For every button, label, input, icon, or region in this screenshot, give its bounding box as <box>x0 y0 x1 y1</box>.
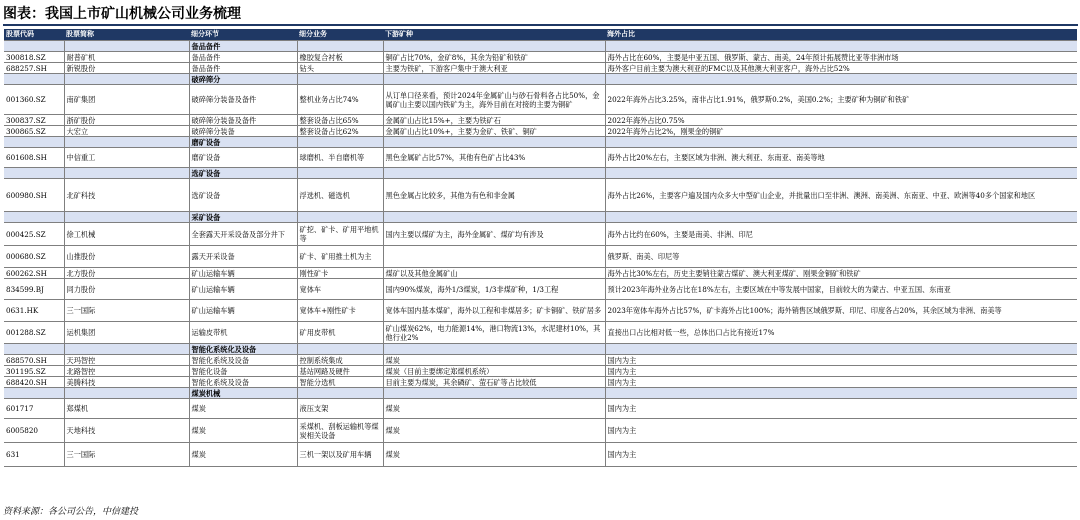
section-row <box>4 344 1077 355</box>
segment-cell: 智能化设备 <box>189 366 297 377</box>
sub-business-cell: 矿用皮带机 <box>297 322 383 344</box>
stock-code-cell: 600980.SH <box>4 179 64 212</box>
downstream-ore-cell: 金属矿山占比15%+，主要为铁矿石 <box>383 115 605 126</box>
downstream-ore-cell: 目前主要为煤炭，其余磷矿、萤石矿等占比较低 <box>383 377 605 388</box>
source-note: 资料来源：各公司公告，中信建投 <box>3 507 139 517</box>
section-blank-cell <box>297 344 383 355</box>
stock-name-cell: 浙矿股份 <box>64 115 189 126</box>
overseas-share-cell: 俄罗斯、南美、印尼等 <box>605 246 1077 268</box>
table-row <box>4 246 1077 268</box>
section-blank-cell <box>605 212 1077 223</box>
table-row <box>4 223 1077 246</box>
table-row <box>4 52 1077 63</box>
section-row <box>4 41 1077 52</box>
overseas-share-cell: 海外占比约在60%，主要是南美、非洲、印尼 <box>605 223 1077 246</box>
downstream-ore-cell: 国内主要以煤矿为主，海外金属矿、煤矿均有涉及 <box>383 223 605 246</box>
figure-title: 图表：我国上市矿山机械公司业务梳理 <box>3 6 241 22</box>
section-label: 备品备件 <box>189 41 297 52</box>
stock-code-cell: 601608.SH <box>4 148 64 168</box>
sub-business-cell: 整机业务占比74% <box>297 85 383 115</box>
table-header <box>4 29 1077 41</box>
sub-business-cell: 宽体车 <box>297 279 383 300</box>
section-blank-cell <box>383 74 605 85</box>
section-blank-cell <box>605 74 1077 85</box>
downstream-ore-cell: 煤炭（目前主要绑定郑煤机系统） <box>383 366 605 377</box>
section-blank-cell <box>383 41 605 52</box>
stock-code-cell: 0631.HK <box>4 300 64 322</box>
stock-code-cell: 688257.SH <box>4 63 64 74</box>
sub-business-cell: 刚性矿卡 <box>297 268 383 279</box>
company-business-table <box>4 29 1077 467</box>
section-blank-cell <box>4 388 64 399</box>
segment-cell: 破碎筛分装备 <box>189 126 297 137</box>
stock-name-cell: 新锐股份 <box>64 63 189 74</box>
stock-code-cell: 688420.SH <box>4 377 64 388</box>
downstream-ore-cell: 煤炭 <box>383 399 605 419</box>
section-blank-cell <box>297 168 383 179</box>
stock-name-cell: 同力股份 <box>64 279 189 300</box>
overseas-share-cell: 国内为主 <box>605 419 1077 443</box>
section-label: 磨矿设备 <box>189 137 297 148</box>
sub-business-cell: 矿卡、矿用推土机为主 <box>297 246 383 268</box>
segment-cell: 煤炭 <box>189 443 297 467</box>
segment-cell: 选矿设备 <box>189 179 297 212</box>
header-sub-business: 细分业务 <box>297 29 383 41</box>
overseas-share-cell: 国内为主 <box>605 355 1077 366</box>
stock-code-cell: 300865.SZ <box>4 126 64 137</box>
section-blank-cell <box>383 344 605 355</box>
sub-business-cell: 基站网路及硬件 <box>297 366 383 377</box>
table-row <box>4 377 1077 388</box>
overseas-share-cell: 预计2023年海外业务占比在18%左右，主要区域在中等发展中国家，目前较大的为蒙古、中亚五国、东南亚 <box>605 279 1077 300</box>
segment-cell: 破碎筛分装备及备件 <box>189 85 297 115</box>
section-row <box>4 388 1077 399</box>
downstream-ore-cell: 国内90%煤炭，海外1/3煤炭，1/3非煤矿种，1/3工程 <box>383 279 605 300</box>
segment-cell: 露天开采设备 <box>189 246 297 268</box>
overseas-share-cell: 2022年海外占比3.25%，南非占比1.91%，俄罗斯0.2%，美国0.2%；主要矿种为铜矿和铁矿 <box>605 85 1077 115</box>
downstream-ore-cell: 黑色金属矿占比57%，其他有色矿占比43% <box>383 148 605 168</box>
sub-business-cell: 三机一架以及矿用车辆 <box>297 443 383 467</box>
stock-name-cell: 北矿科技 <box>64 179 189 212</box>
table-row <box>4 115 1077 126</box>
section-blank-cell <box>383 137 605 148</box>
sub-business-cell: 钻头 <box>297 63 383 74</box>
title-divider <box>3 24 1078 26</box>
stock-code-cell: 001360.SZ <box>4 85 64 115</box>
segment-cell: 矿山运输车辆 <box>189 268 297 279</box>
sub-business-cell: 宽体车+刚性矿卡 <box>297 300 383 322</box>
sub-business-cell: 整套设备占比65% <box>297 115 383 126</box>
section-label: 煤炭机械 <box>189 388 297 399</box>
segment-cell: 矿山运输车辆 <box>189 300 297 322</box>
section-label: 选矿设备 <box>189 168 297 179</box>
downstream-ore-cell: 煤矿以及其他金属矿山 <box>383 268 605 279</box>
table-body <box>4 41 1077 467</box>
stock-name-cell: 运机集团 <box>64 322 189 344</box>
stock-name-cell: 大宏立 <box>64 126 189 137</box>
section-row <box>4 137 1077 148</box>
sub-business-cell: 采煤机、刮板运输机等煤炭相关设备 <box>297 419 383 443</box>
section-blank-cell <box>605 137 1077 148</box>
downstream-ore-cell: 金属矿山占比10%+，主要为金矿、铁矿、铜矿 <box>383 126 605 137</box>
section-blank-cell <box>64 212 189 223</box>
table-row <box>4 179 1077 212</box>
segment-cell: 磨矿设备 <box>189 148 297 168</box>
stock-code-cell: 301195.SZ <box>4 366 64 377</box>
section-blank-cell <box>4 344 64 355</box>
segment-cell: 全套露天开采设备及部分井下 <box>189 223 297 246</box>
stock-code-cell: 600262.SH <box>4 268 64 279</box>
section-blank-cell <box>605 168 1077 179</box>
section-blank-cell <box>4 74 64 85</box>
downstream-ore-cell: 矿山煤炭62%，电力能源14%，港口物流13%，水泥建材10%，其他行业2% <box>383 322 605 344</box>
section-blank-cell <box>297 137 383 148</box>
overseas-share-cell: 2022年海外占比2%，刚果金的铜矿 <box>605 126 1077 137</box>
segment-cell: 智能化系统及设备 <box>189 377 297 388</box>
segment-cell: 煤炭 <box>189 399 297 419</box>
downstream-ore-cell: 从订单口径来看，预计2024年金属矿山与砂石骨料各占比50%，金属矿山主要以国内铁矿为主，海外目前在对接的主要为铜矿 <box>383 85 605 115</box>
overseas-share-cell: 直接出口占比相对低一些，总体出口占比有接近17% <box>605 322 1077 344</box>
sub-business-cell: 控制系统集成 <box>297 355 383 366</box>
segment-cell: 智能化系统及设备 <box>189 355 297 366</box>
sub-business-cell: 浮选机、磁选机 <box>297 179 383 212</box>
table-row <box>4 399 1077 419</box>
overseas-share-cell: 海外占比30%左右，历史主要销往蒙古煤矿、澳大利亚煤矿、刚果金铜矿和铁矿 <box>605 268 1077 279</box>
table-row <box>4 322 1077 344</box>
table-row <box>4 355 1077 366</box>
stock-code-cell: 300818.SZ <box>4 52 64 63</box>
stock-code-cell: 688570.SH <box>4 355 64 366</box>
sub-business-cell: 液压支架 <box>297 399 383 419</box>
section-blank-cell <box>64 344 189 355</box>
segment-cell: 煤炭 <box>189 419 297 443</box>
downstream-ore-cell: 煤炭 <box>383 443 605 467</box>
overseas-share-cell: 国内为主 <box>605 443 1077 467</box>
overseas-share-cell: 2023年宽体车海外占比57%，矿卡海外占比100%；海外销售区域俄罗斯、印尼、印度各占20%，其余区域为非洲、南美等 <box>605 300 1077 322</box>
overseas-share-cell: 海外占比26%，主要客户遍及国内众多大中型矿山企业，并批量出口至非洲、澳洲、南美洲、东南亚、中亚、欧洲等40多个国家和地区 <box>605 179 1077 212</box>
section-blank-cell <box>297 388 383 399</box>
downstream-ore-cell: 煤炭 <box>383 419 605 443</box>
segment-cell: 备品备件 <box>189 63 297 74</box>
stock-name-cell: 美腾科技 <box>64 377 189 388</box>
stock-code-cell: 601717 <box>4 399 64 419</box>
stock-name-cell: 中信重工 <box>64 148 189 168</box>
section-blank-cell <box>383 388 605 399</box>
stock-code-cell: 631 <box>4 443 64 467</box>
sub-business-cell: 整套设备占比62% <box>297 126 383 137</box>
table-row <box>4 279 1077 300</box>
stock-code-cell: 000680.SZ <box>4 246 64 268</box>
section-blank-cell <box>64 137 189 148</box>
segment-cell: 破碎筛分装备及备件 <box>189 115 297 126</box>
section-label: 采矿设备 <box>189 212 297 223</box>
section-blank-cell <box>297 212 383 223</box>
downstream-ore-cell: 煤炭 <box>383 355 605 366</box>
section-row <box>4 212 1077 223</box>
overseas-share-cell: 海外客户目前主要为澳大利亚的FMC以及其他澳大利亚客户，海外占比52% <box>605 63 1077 74</box>
section-blank-cell <box>605 344 1077 355</box>
table-row <box>4 85 1077 115</box>
table-row <box>4 300 1077 322</box>
section-blank-cell <box>4 137 64 148</box>
section-blank-cell <box>64 388 189 399</box>
section-row <box>4 168 1077 179</box>
section-blank-cell <box>605 41 1077 52</box>
section-blank-cell <box>64 168 189 179</box>
downstream-ore-cell <box>383 246 605 268</box>
overseas-share-cell: 国内为主 <box>605 366 1077 377</box>
table-row <box>4 419 1077 443</box>
stock-name-cell: 天玛智控 <box>64 355 189 366</box>
table-row <box>4 366 1077 377</box>
overseas-share-cell: 国内为主 <box>605 377 1077 388</box>
sub-business-cell: 橡胶复合衬板 <box>297 52 383 63</box>
header-stock-code: 股票代码 <box>4 29 64 41</box>
section-row <box>4 74 1077 85</box>
table-row <box>4 443 1077 467</box>
segment-cell: 备品备件 <box>189 52 297 63</box>
stock-name-cell: 天地科技 <box>64 419 189 443</box>
section-blank-cell <box>64 41 189 52</box>
stock-name-cell: 南矿集团 <box>64 85 189 115</box>
section-label: 智能化系统化及设备 <box>189 344 297 355</box>
overseas-share-cell: 海外占比20%左右，主要区域为非洲、澳大利亚、东南亚、南美等地 <box>605 148 1077 168</box>
stock-name-cell: 耐普矿机 <box>64 52 189 63</box>
stock-name-cell: 北路智控 <box>64 366 189 377</box>
overseas-share-cell: 国内为主 <box>605 399 1077 419</box>
downstream-ore-cell: 黑色金属占比较多，其他为有色和非金属 <box>383 179 605 212</box>
header-row <box>4 29 1077 41</box>
section-blank-cell <box>383 212 605 223</box>
table-row <box>4 63 1077 74</box>
header-overseas-share: 海外占比 <box>605 29 1077 41</box>
stock-code-cell: 000425.SZ <box>4 223 64 246</box>
section-blank-cell <box>4 41 64 52</box>
table-row <box>4 148 1077 168</box>
header-stock-name: 股票简称 <box>64 29 189 41</box>
header-downstream-ore: 下游矿种 <box>383 29 605 41</box>
table-row <box>4 268 1077 279</box>
downstream-ore-cell: 宽体车国内基本煤矿，海外以工程和非煤居多；矿卡铜矿、铁矿居多 <box>383 300 605 322</box>
downstream-ore-cell: 铜矿占比70%，金矿8%，其余为铅矿和铁矿 <box>383 52 605 63</box>
stock-name-cell: 北方股份 <box>64 268 189 279</box>
stock-name-cell: 徐工机械 <box>64 223 189 246</box>
section-blank-cell <box>4 212 64 223</box>
section-blank-cell <box>4 168 64 179</box>
table-row <box>4 126 1077 137</box>
overseas-share-cell: 2022年海外占比0.75% <box>605 115 1077 126</box>
section-blank-cell <box>605 388 1077 399</box>
stock-code-cell: 834599.BJ <box>4 279 64 300</box>
stock-name-cell: 郑煤机 <box>64 399 189 419</box>
section-blank-cell <box>383 168 605 179</box>
stock-code-cell: 300837.SZ <box>4 115 64 126</box>
overseas-share-cell: 海外占比在60%，主要是中亚五国、俄罗斯、蒙古、南美，24年预计拓展赞比亚等非洲市场 <box>605 52 1077 63</box>
section-label: 破碎筛分 <box>189 74 297 85</box>
sub-business-cell: 矿挖、矿卡、矿用平地机等 <box>297 223 383 246</box>
segment-cell: 运输皮带机 <box>189 322 297 344</box>
stock-code-cell: 001288.SZ <box>4 322 64 344</box>
stock-code-cell: 6005820 <box>4 419 64 443</box>
header-segment: 细分环节 <box>189 29 297 41</box>
downstream-ore-cell: 主要为铁矿，下游客户集中于澳大利亚 <box>383 63 605 74</box>
section-blank-cell <box>297 41 383 52</box>
sub-business-cell: 智能分选机 <box>297 377 383 388</box>
sub-business-cell: 球磨机、半自磨机等 <box>297 148 383 168</box>
stock-name-cell: 三一国际 <box>64 443 189 467</box>
stock-name-cell: 山推股份 <box>64 246 189 268</box>
segment-cell: 矿山运输车辆 <box>189 279 297 300</box>
stock-name-cell: 三一国际 <box>64 300 189 322</box>
section-blank-cell <box>64 74 189 85</box>
section-blank-cell <box>297 74 383 85</box>
